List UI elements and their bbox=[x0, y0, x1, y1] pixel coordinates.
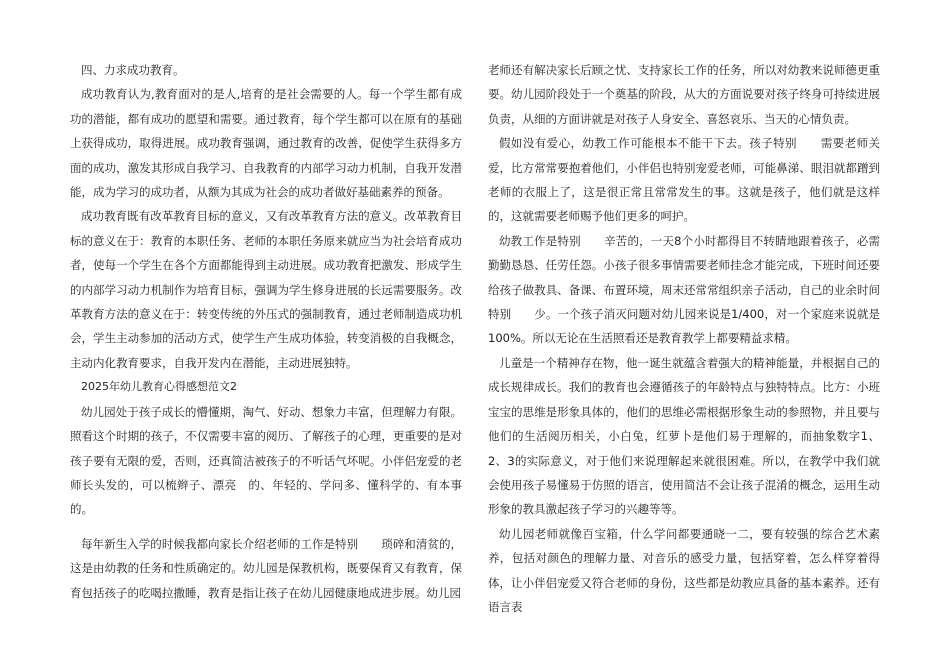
paragraph: 老师还有解决家长后顾之忧、支持家长工作的任务，所以对幼教来说师德更重要。幼儿园阶段处于一个奠基的阶段，从大的方面说要对孩子终身可持续进展负责，从细的方面讲就是对孩子人身安全、喜怒哀乐、当天的心情负责。 bbox=[488, 63, 880, 126]
paragraph: 每年新生入学的时候我都向家长介绍老师的工作是特别 琐碎和清贫的，这是由幼教的任务和性质确定的。幼儿园是保教机构，既要保育又有教育，保育包括孩子的吃喝拉撒睡，教育是指让孩子在幼儿园健康地成进步展。幼儿园 bbox=[70, 536, 462, 600]
paragraph: 儿童是一个精神存在物，他一诞生就蕴含着强大的精神能量，并根据自己的成长规律成长。我们的教育也会遵循孩子的年龄特点与独特特点。比方：小班宝宝的思维是形象具体的，他们的思维必需根据形象生动的参照物，并且要与他们的生活阅历相关，小白兔，红萝卜是他们易于理解的，而抽象数字1、2、3的实际意义，对于他们来说理解起来就很困难。所以，在教学中我们就会使用孩子易懂易于仿照的语言，使用简洁不会让孩子混淆的概念，运用生动形象的教具激起孩子学习的兴趣等等。 bbox=[488, 355, 880, 517]
section-heading-success-education: 四、力求成功教育。 bbox=[81, 63, 185, 77]
paragraph: 幼儿园处于孩子成长的懵懂期，淘气、好动、想象力丰富，但理解力有限。照看这个时期的孩子，不仅需要丰富的阅历、了解孩子的心理，更重要的是对孩子要有无限的爱，否则，还真简洁被孩子的不听话气坏呢。小伴侣宠爱的老师长头发的，可以梳辫子、漂亮 的、年轻的、学问多、懂科学的、有本事的。 bbox=[70, 404, 462, 517]
left-column bbox=[70, 58, 462, 605]
paragraph: 假如没有爱心，幼教工作可能根本不能干下去。孩子特别 需要老师关爱，比方常常要抱着他们，小伴侣也特别宠爱老师，可能鼻涕、眼泪就都蹭到老师的衣服上了，这是很正常且常常发生的事。这就是孩子，他们就是这样的，这就需要老师赐予他们更多的呵护。 bbox=[488, 136, 880, 224]
paragraph: 幼教工作是特别 辛苦的，一天8个小时都得目不转睛地跟着孩子，必需勤勤恳恳、任劳任怨。小孩子很多事情需要老师挂念才能完成，下班时间还要给孩子做教具、备课、布置环境，周末还常常组织亲子活动，自己的业余时间特别 少。一个孩子消灭问题对幼儿园来说是1/400，对一个家庭来说就是100%。所以无论在生活照看还是教育教学上都要精益求精。 bbox=[488, 233, 880, 346]
paragraph: 成功教育既有改革教育目标的意义，又有改革教育方法的意义。改革教育目标的意义在于：教育的本职任务、老师的本职任务原来就应当为社会培育成功者，使每一个学生在各个方面都能得到主动进展。成功教育把激发、形成学生的内部学习动力机制作为培育目标，强调为学生修身进展的长远需要服务。改革教育方法的意义在于：转变传统的外压式的强制教育，通过老师制造成功机会，学生主动参加的活动方式，使学生产生成功体验，转变消极的自我概念，主动内化教育要求，自我开发内在潜能，主动进展独特。 bbox=[70, 209, 462, 370]
paragraph: 成功教育认为,教育面对的是人,培育的是社会需要的人。每一个学生都有成功的潜能，都有成功的愿望和需要。通过教育，每个学生都可以在原有的基础上获得成功，取得进展。成功教育强调，通过教育的改善，促使学生获得多方面的成功，激发其形成自我学习、自我教育的内部学习动力机制，自我开发潜能，成为学习的成功者，从额为其成为社会的成功者做好基础素养的预备。 bbox=[70, 87, 462, 200]
paragraph: 幼儿园老师就像百宝箱，什么学问都要通晓一二，要有较强的综合艺术素养，包括对颜色的理解力量、对音乐的感受力量，包括穿着，怎么样穿着得体，让小伴侣宠爱又符合老师的身份，这些都是幼教应具备的基本素养。还有语言表 bbox=[488, 526, 880, 614]
right-column bbox=[488, 58, 880, 619]
essay-title: 2025年幼儿教育心得感想范文2 bbox=[81, 380, 237, 394]
paragraph-gap bbox=[70, 522, 462, 532]
